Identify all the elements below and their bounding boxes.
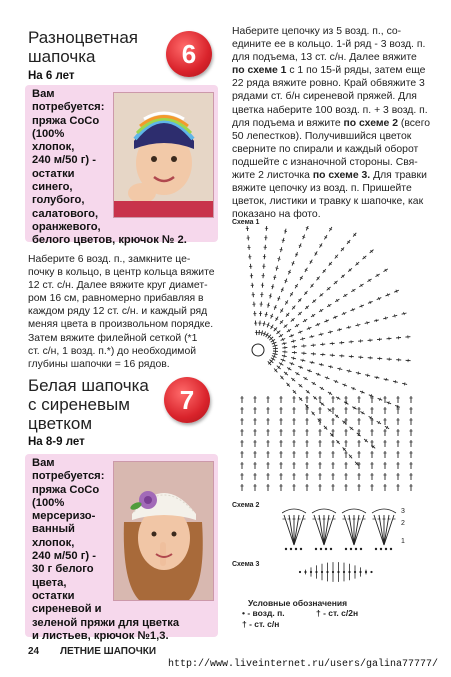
stitch-cross (282, 240, 285, 241)
materials1-line: (100% (32, 127, 65, 140)
chain-dot (370, 571, 372, 573)
instructions1-line: меняя цвета в произвольном порядке. (28, 319, 214, 331)
scheme-reference: по схеме 2 (343, 117, 398, 129)
stitch-cross (312, 361, 313, 364)
petal-stitch (294, 515, 299, 545)
stitch-cross (395, 380, 396, 383)
right-text-line (232, 143, 437, 156)
chain-dot (355, 548, 357, 550)
petal-stitch (374, 515, 384, 545)
stitch-cross (404, 382, 405, 385)
text-segment: едините ее в кольцо. 1-й ряд - 3 возд. п. (232, 39, 426, 51)
footer-section-title: ЛЕТНИЕ ШАПОЧКИ (60, 646, 157, 657)
right-text-line (232, 208, 437, 221)
materials1-line: Вам (32, 88, 55, 100)
stitch-cross (267, 305, 270, 306)
materials2-line: Вам (32, 457, 55, 469)
chain-dot (330, 548, 332, 550)
stitch-cross (330, 365, 331, 368)
materials1-line: 240 м/50 г) - (32, 154, 96, 167)
section2-title-line1: Белая шапочка (28, 376, 149, 395)
stitch-cross (284, 231, 287, 232)
petal-arc (312, 509, 336, 513)
chain-dot (350, 548, 352, 550)
instructions1-line: ст. с/н, 1 возд. п.*) до необходимой (28, 345, 197, 357)
stitch-cross (404, 312, 405, 315)
stitch-cross (275, 352, 276, 355)
chain-dot (360, 548, 362, 550)
scheme2-row3: 3 (401, 508, 405, 515)
stitch-cross (394, 314, 395, 317)
section2-title-line2: с сиреневым (28, 395, 130, 414)
instructions1-line: глубины шапочки = 16 рядов. (28, 358, 170, 370)
section2-age: На 8-9 лет (28, 436, 85, 448)
materials1-line: оранжевого, (32, 220, 101, 233)
right-text-line (232, 156, 437, 169)
stitch-cross (385, 317, 386, 320)
petal-stitch (319, 515, 324, 545)
scheme1-diagram (230, 226, 430, 498)
text-segment: 50 лепестков). Получившийся цветок (232, 130, 412, 142)
text-segment: (всего (397, 117, 431, 129)
chain-dot (290, 548, 292, 550)
stitch-cross (349, 370, 350, 373)
section1-number-badge (166, 31, 212, 77)
stitch-cross (275, 344, 276, 347)
text-segment: показано на фото. (232, 209, 321, 221)
scheme1-center-ring (252, 344, 264, 356)
right-text-line (232, 64, 437, 77)
footer-source-url[interactable]: http://www.liveinternet.ru/users/galina77777/ (168, 659, 439, 670)
materials1-line: белого цветов, крючок № 2. (32, 234, 187, 247)
section1-title (28, 28, 178, 66)
scheme2-row1: 1 (401, 538, 405, 545)
stitch-cross (293, 357, 294, 360)
stitch-cross (284, 355, 285, 358)
text-segment: с 1 по 15-й ряды, затем еще (286, 65, 426, 77)
right-text-line (232, 104, 437, 117)
text-segment: для подъема, 13 ст. с/н. Далее вяжите (232, 52, 417, 64)
stitch-cross (263, 323, 266, 324)
right-text-line (232, 182, 437, 195)
stitch-cross (367, 321, 368, 324)
petal-stitch (284, 515, 294, 545)
instructions1-line: Затем вяжите филейной сеткой (*1 (28, 332, 198, 344)
text-segment: для подъема и вяжите (232, 117, 344, 129)
chain-dot (320, 548, 322, 550)
chain-dot (375, 548, 377, 550)
petal-stitch (294, 515, 304, 545)
text-segment: подшейте с изнаночной стороны. Свя- (232, 156, 418, 168)
scheme1-label: Схема 1 (232, 219, 260, 226)
section1-instructions (28, 253, 220, 371)
petal-stitch (384, 515, 389, 545)
text-segment: Для травки (370, 170, 427, 182)
text-segment: Наберите цепочку из 5 возд. п., со- (232, 26, 402, 37)
section2-number: 7 (179, 385, 195, 415)
stitch-cross (271, 286, 274, 287)
petal-arc (342, 509, 366, 513)
right-text-line (232, 90, 437, 103)
text-segment: цветок, листики и травку к шапочке, как (232, 196, 424, 208)
materials2-line: пряжа СоСо (32, 483, 100, 496)
materials2-line: потребуется: (32, 470, 105, 483)
chain-dot (315, 548, 317, 550)
stitch-cross (367, 374, 368, 377)
chain-dot (299, 571, 301, 573)
materials1-line: хлопок, (32, 141, 75, 154)
stitch-cross (377, 376, 378, 379)
materials2-line: остатки (32, 589, 75, 602)
right-text-line (232, 51, 437, 64)
right-text-line (232, 169, 437, 182)
instructions1-line: почку в кольцо, в центр кольца вяжите (28, 267, 215, 279)
stitch-cross (321, 363, 322, 366)
stitch-cross (386, 378, 387, 381)
stitch-cross (358, 324, 359, 327)
text-segment: жите 2 листочка (232, 170, 313, 182)
girl-white-hat-image (114, 462, 213, 600)
petal-stitch (354, 515, 359, 545)
scheme3-label: Схема 3 (232, 561, 260, 568)
petal-stitch (289, 515, 294, 545)
scheme-reference: по схеме 1 (232, 65, 287, 77)
scheme2-row2: 2 (401, 520, 405, 527)
legend-double-crochet-2: † - ст. с/2н (316, 608, 359, 618)
materials2-line: и листьев, крючок №1,3. (32, 629, 169, 642)
chain-dot (285, 548, 287, 550)
materials1-line: голубого, (32, 194, 85, 207)
text-segment: вяжите цепочку из возд. п. Пришейте (232, 183, 412, 195)
legend-chain-stitch: • - возд. п. (242, 608, 285, 618)
text-segment: 22 ряда вяжите ровно. Край обвяжите 3 (232, 78, 425, 90)
scheme2-diagram (282, 505, 412, 555)
chain-dot (380, 548, 382, 550)
instructions1-line: 12 ст. с/н. Далее вяжите круг диамет- (28, 280, 208, 292)
stitch-cross (278, 259, 281, 260)
petal-stitch (384, 515, 394, 545)
stitch-cross (284, 342, 285, 345)
petal-stitch (379, 515, 384, 545)
chain-dot (295, 548, 297, 550)
materials2-line: 240 м/50 г) - (32, 550, 96, 563)
section1-title-line1: Разноцветная (28, 28, 138, 47)
scheme2-label: Схема 2 (232, 502, 260, 509)
stitch-cross (302, 337, 303, 340)
right-text-line (232, 195, 437, 208)
right-text-line (232, 38, 437, 51)
stitch-cross (260, 333, 263, 334)
right-text-line (232, 25, 437, 38)
section2-photo (113, 461, 214, 601)
right-instructions (232, 25, 437, 221)
petal-arc (372, 509, 396, 513)
materials2-line: 30 г белого (32, 563, 94, 576)
materials1-line: пряжа СоСо (32, 114, 100, 127)
scheme3-diagram (292, 558, 382, 586)
materials2-line: мерсеризо- (32, 510, 96, 523)
materials1-line: синего, (32, 181, 73, 194)
section1-photo (113, 92, 214, 218)
scheme-reference: по схеме 3. (312, 170, 371, 182)
chain-dot (390, 548, 392, 550)
stitch-cross (293, 340, 294, 343)
chain-dot (385, 548, 387, 550)
legend-title: Условные обозначения (248, 598, 348, 608)
materials1-line: потребуется: (32, 101, 105, 114)
footer-page-number: 24 (28, 646, 40, 657)
right-text-line (232, 77, 437, 90)
section2-title (28, 376, 178, 433)
stitch-cross (340, 367, 341, 370)
petal-stitch (324, 515, 329, 545)
chain-dot (345, 548, 347, 550)
materials1-line: остатки (32, 167, 75, 180)
right-text-line (232, 130, 437, 143)
stitch-cross (280, 249, 283, 250)
section1-age: На 6 лет (28, 70, 75, 82)
text-segment: рядами ст. б/н сиреневой пряжей. Для (232, 91, 417, 103)
text-segment: сверните по спирали и каждый оборот (232, 143, 419, 155)
instructions1-line: ром 16 см, равномерно прибавляя в (28, 293, 204, 305)
legend-double-crochet: † - ст. с/н (242, 619, 280, 629)
stitch-cross (275, 268, 278, 269)
stitch-cross (273, 277, 276, 278)
petal-stitch (354, 515, 364, 545)
stitch-cross (265, 314, 268, 315)
chain-dot (300, 548, 302, 550)
petal-stitch (314, 515, 324, 545)
stitch-cross (348, 326, 349, 329)
petal-stitch (349, 515, 354, 545)
materials2-line: зеленой пряжи для цветка (32, 616, 180, 629)
materials2-line: ванный (32, 523, 75, 536)
stitch-cross (303, 359, 304, 362)
stitch-cross (339, 328, 340, 331)
section1-title-line2: шапочка (28, 47, 96, 66)
chain-dot (325, 548, 327, 550)
materials2-line: (100% (32, 496, 65, 509)
section2-title-line3: цветком (28, 414, 93, 433)
stitch-cross (321, 333, 322, 336)
instructions1-line: каждом ряду 12 ст. с/н. и каждый ряд (28, 306, 208, 318)
stitch-cross (330, 330, 331, 333)
petal-arc (282, 509, 306, 513)
materials2-line: сиреневой и (32, 603, 102, 616)
stitch-cross (376, 319, 377, 322)
materials2-line: хлопок, (32, 536, 75, 549)
petal-stitch (324, 515, 334, 545)
stitch-cross (358, 372, 359, 375)
stitch-cross (269, 296, 272, 297)
section2-number-badge (164, 377, 210, 423)
materials2-line: цвета, (32, 576, 67, 589)
section1-number: 6 (181, 39, 197, 69)
materials1-line: салатового, (32, 207, 99, 220)
right-text-line (232, 117, 437, 130)
stitch-cross (312, 335, 313, 338)
text-segment: цветка наберите 100 возд. п. + 3 возд. п. (232, 104, 428, 116)
petal-stitch (344, 515, 354, 545)
instructions1-line: Наберите 6 возд. п., замкните це- (28, 254, 191, 265)
girl-striped-hat-image (114, 93, 213, 217)
